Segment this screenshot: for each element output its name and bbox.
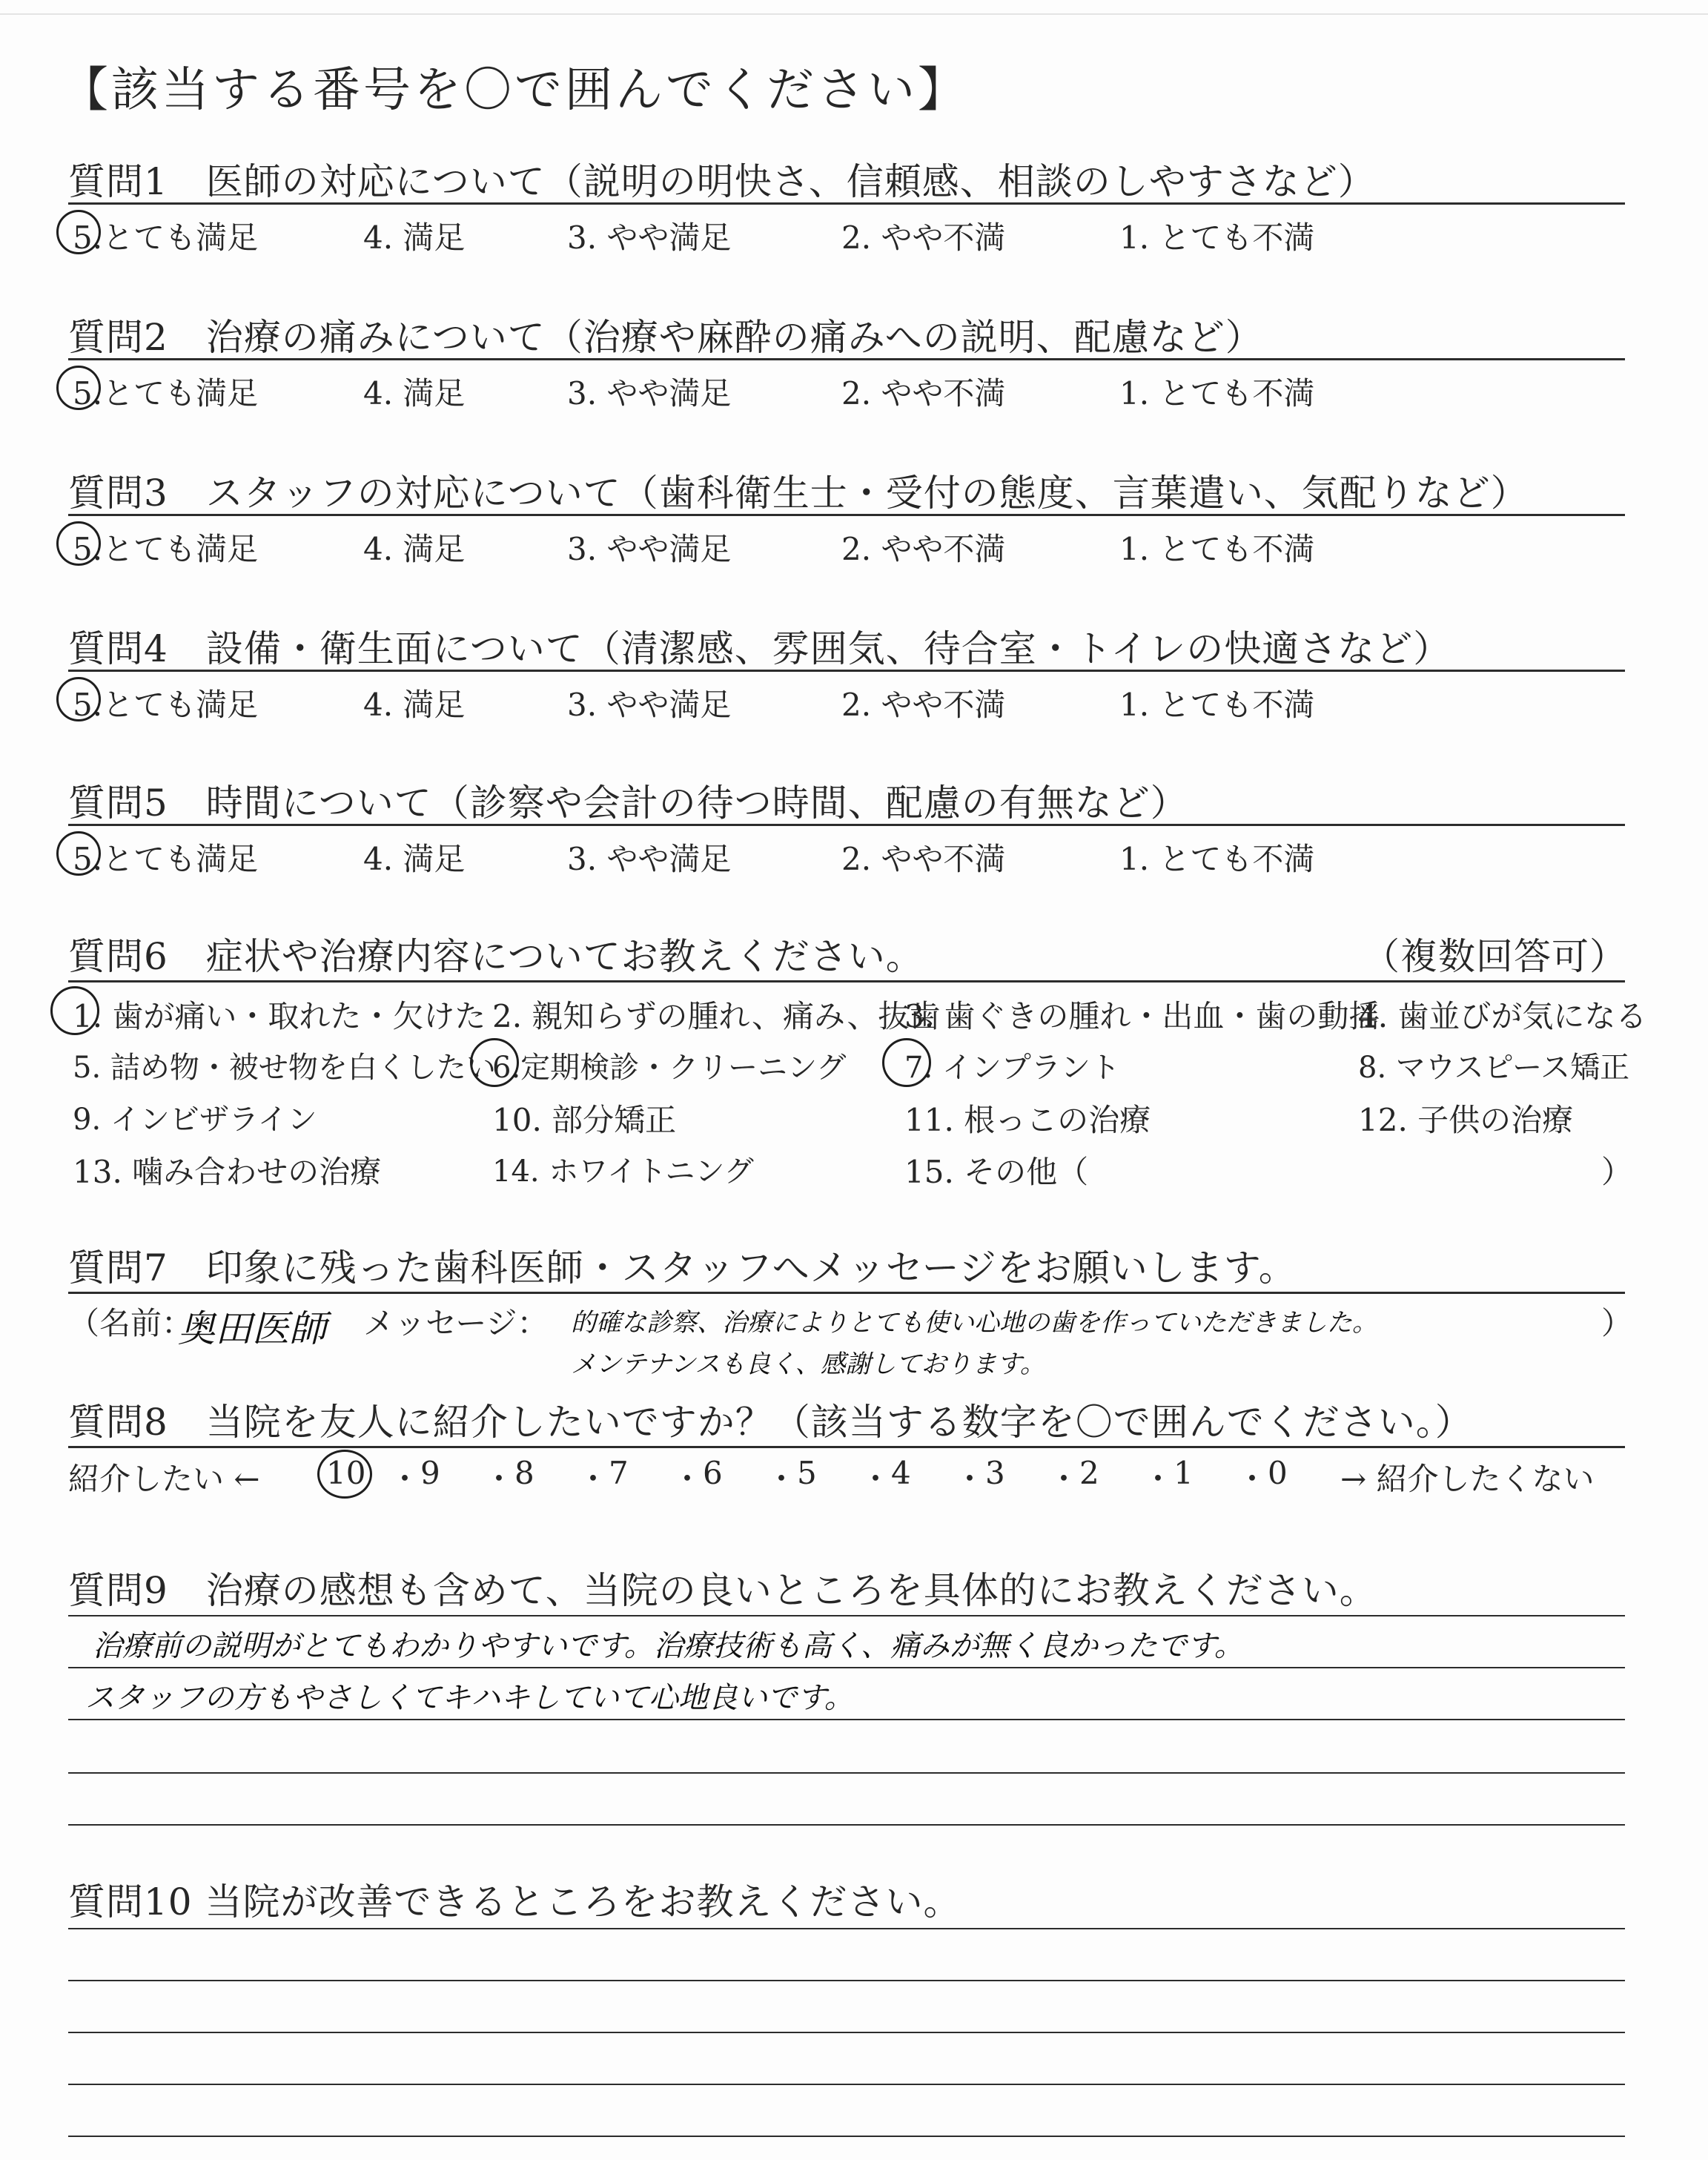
- q5-option-4: 4. 満足: [363, 841, 466, 877]
- q1-option-2: 2. やや不満: [841, 219, 1006, 256]
- q7-name-value: 奥田医師: [178, 1307, 326, 1350]
- q8-scale-2: 2: [1079, 1455, 1099, 1491]
- q6-item-14: 14. ホワイトニング: [492, 1155, 754, 1189]
- q2-option-2: 2. やや不満: [841, 375, 1006, 412]
- q2-option-3: 3. やや満足: [567, 375, 732, 412]
- q10-line-4: [68, 2084, 1625, 2085]
- q1-option-5: 5.とても満足: [73, 219, 259, 256]
- q8-scale-3: 3: [985, 1455, 1005, 1491]
- q3-selected-circle: [56, 521, 101, 566]
- q7-name-label: （名前：: [68, 1305, 193, 1341]
- q8-scale-separator: ・: [860, 1461, 892, 1497]
- q6-item-6: 6.定期検診・クリーニング: [492, 1051, 847, 1085]
- q10-line-1: [68, 1928, 1625, 1929]
- q10-line-3: [68, 2032, 1625, 2033]
- q6-item-2: 2. 親知らずの腫れ、痛み、抜歯: [492, 998, 941, 1034]
- q6-selected-circle-7: [882, 1038, 931, 1087]
- q7-title: 質問7 印象に残った歯科医師・スタッフへメッセージをお願いします。: [68, 1246, 1297, 1289]
- q6-item-10: 10. 部分矯正: [492, 1102, 677, 1138]
- q4-option-1: 1. とても不満: [1119, 687, 1315, 723]
- q2-option-1: 1. とても不満: [1119, 375, 1315, 412]
- q3-option-1: 1. とても不満: [1119, 531, 1315, 567]
- q5-title: 質問5 時間について（診察や会計の待つ時間、配慮の有無など）: [68, 782, 1188, 825]
- q5-rule: [68, 824, 1625, 826]
- q3-option-4: 4. 満足: [363, 531, 466, 567]
- q7-message-label: メッセージ：: [363, 1305, 549, 1341]
- q8-scale-7: 7: [609, 1455, 629, 1491]
- page-heading: 【該当する番号を〇で囲んでください】: [61, 63, 968, 118]
- q9-title: 質問9 治療の感想も含めて、当院の良いところを具体的にお教えください。: [68, 1569, 1377, 1612]
- q8-scale-5: 5: [797, 1455, 817, 1491]
- q6-item-7: 7. インプラント: [904, 1051, 1120, 1085]
- q5-option-2: 2. やや不満: [841, 841, 1006, 877]
- q4-option-5: 5.とても満足: [73, 687, 259, 723]
- q8-scale-0: 0: [1268, 1455, 1288, 1491]
- q9-line-4: [68, 1772, 1625, 1774]
- q8-scale-10: 10: [326, 1455, 366, 1491]
- q9-answer-line1: 治療前の説明がとてもわかりやすいです。治療技術も高く、痛みが無く良かったです。: [93, 1629, 1244, 1663]
- q8-scale-1: 1: [1174, 1455, 1194, 1491]
- q8-rule: [68, 1446, 1625, 1448]
- q8-scale-separator: ・: [1237, 1461, 1268, 1497]
- q6-item-15: 15. その他（: [904, 1154, 1089, 1190]
- q8-scale-8: 8: [514, 1455, 534, 1491]
- q1-selected-circle: [56, 210, 101, 254]
- q3-title: 質問3 スタッフの対応について（歯科衛生士・受付の態度、言葉遣い、気配りなど）: [68, 472, 1529, 515]
- q2-title: 質問2 治療の痛みについて（治療や麻酔の痛みへの説明、配慮など）: [68, 316, 1263, 359]
- q8-scale-separator: ・: [1048, 1461, 1080, 1497]
- q8-scale-separator: ・: [766, 1461, 798, 1497]
- q6-item-11: 11. 根っこの治療: [904, 1102, 1151, 1138]
- q5-option-3: 3. やや満足: [567, 841, 732, 877]
- q6-item-9: 9. インビザライン: [73, 1103, 317, 1137]
- q7-message-line1: 的確な診察、治療によりとても使い心地の歯を作っていただきました。: [571, 1308, 1377, 1338]
- q10-line-2: [68, 1980, 1625, 1981]
- q1-option-1: 1. とても不満: [1119, 219, 1315, 256]
- q9-line-3: [68, 1719, 1625, 1720]
- q5-option-1: 1. とても不満: [1119, 841, 1315, 877]
- q8-scale-separator: ・: [389, 1461, 421, 1497]
- q8-title: 質問8 当院を友人に紹介したいですか？（該当する数字を〇で囲んでください。）: [68, 1401, 1473, 1444]
- q5-option-5: 5.とても満足: [73, 841, 259, 877]
- q4-selected-circle: [56, 677, 101, 721]
- q8-selected-circle: [317, 1450, 372, 1499]
- q8-scale-separator: ・: [1142, 1461, 1174, 1497]
- q9-answer-line2: スタッフの方もやさしくてキハキしていて心地良いです。: [85, 1681, 854, 1715]
- q1-rule: [68, 202, 1625, 205]
- q6-item-5: 5. 詰め物・被せ物を白くしたい: [73, 1051, 496, 1085]
- q2-selected-circle: [56, 366, 101, 410]
- q1-option-3: 3. やや満足: [567, 219, 732, 256]
- q9-line-2: [68, 1667, 1625, 1668]
- q1-title: 質問1 医師の対応について（説明の明快さ、信頼感、相談のしやすさなど）: [68, 160, 1376, 203]
- q8-left-label: 紹介したい ←: [68, 1461, 260, 1497]
- q8-scale-9: 9: [420, 1455, 440, 1491]
- q3-rule: [68, 514, 1625, 516]
- q7-message-line2: メンテナンスも良く、感謝しております。: [571, 1350, 1045, 1379]
- q6-item-3: 3. 歯ぐきの腫れ・出血・歯の動揺: [904, 998, 1380, 1034]
- q2-option-5: 5.とても満足: [73, 375, 259, 412]
- q8-scale-separator: ・: [483, 1461, 515, 1497]
- q8-scale-separator: ・: [577, 1461, 609, 1497]
- q3-option-2: 2. やや不満: [841, 531, 1006, 567]
- q6-rule: [68, 980, 1625, 982]
- q5-selected-circle: [56, 831, 101, 876]
- q7-rule: [68, 1292, 1625, 1294]
- q6-selected-circle-6: [470, 1038, 519, 1087]
- q6-item-12: 12. 子供の治療: [1358, 1102, 1574, 1138]
- q1-option-4: 4. 満足: [363, 219, 466, 256]
- q10-line-5: [68, 2136, 1625, 2137]
- q8-right-label: → 紹介したくない: [1340, 1461, 1595, 1497]
- q4-option-4: 4. 満足: [363, 687, 466, 723]
- q6-other-close-paren: ）: [1601, 1154, 1633, 1190]
- q6-selected-circle-1: [50, 986, 99, 1035]
- q2-option-4: 4. 満足: [363, 375, 466, 412]
- q8-scale-separator: ・: [954, 1461, 986, 1497]
- q9-line-5: [68, 1824, 1625, 1826]
- q6-note: （複数回答可）: [1363, 935, 1627, 978]
- q4-option-3: 3. やや満足: [567, 687, 732, 723]
- q8-scale-4: 4: [891, 1455, 911, 1491]
- q6-title: 質問6 症状や治療内容についてお教えください。: [68, 935, 924, 978]
- q9-line-1: [68, 1615, 1625, 1616]
- q6-item-4: 4. 歯並びが気になる: [1358, 998, 1647, 1034]
- q6-item-13: 13. 噛み合わせの治療: [73, 1154, 382, 1190]
- scan-edge-line: [0, 13, 1708, 15]
- q2-rule: [68, 358, 1625, 360]
- q8-scale-separator: ・: [672, 1461, 704, 1497]
- q3-option-5: 5.とても満足: [73, 531, 259, 567]
- q4-title: 質問4 設備・衛生面について（清潔感、雰囲気、待合室・トイレの快適さなど）: [68, 627, 1452, 670]
- q6-item-1: 1. 歯が痛い・取れた・欠けた: [73, 998, 486, 1034]
- q10-title: 質問10 当院が改善できるところをお教えください。: [68, 1880, 961, 1923]
- q4-option-2: 2. やや不満: [841, 687, 1006, 723]
- q3-option-3: 3. やや満足: [567, 531, 732, 567]
- q4-rule: [68, 670, 1625, 672]
- q6-item-8: 8. マウスピース矯正: [1358, 1051, 1630, 1085]
- q7-close-paren: ）: [1601, 1305, 1633, 1341]
- q8-scale-6: 6: [703, 1455, 723, 1491]
